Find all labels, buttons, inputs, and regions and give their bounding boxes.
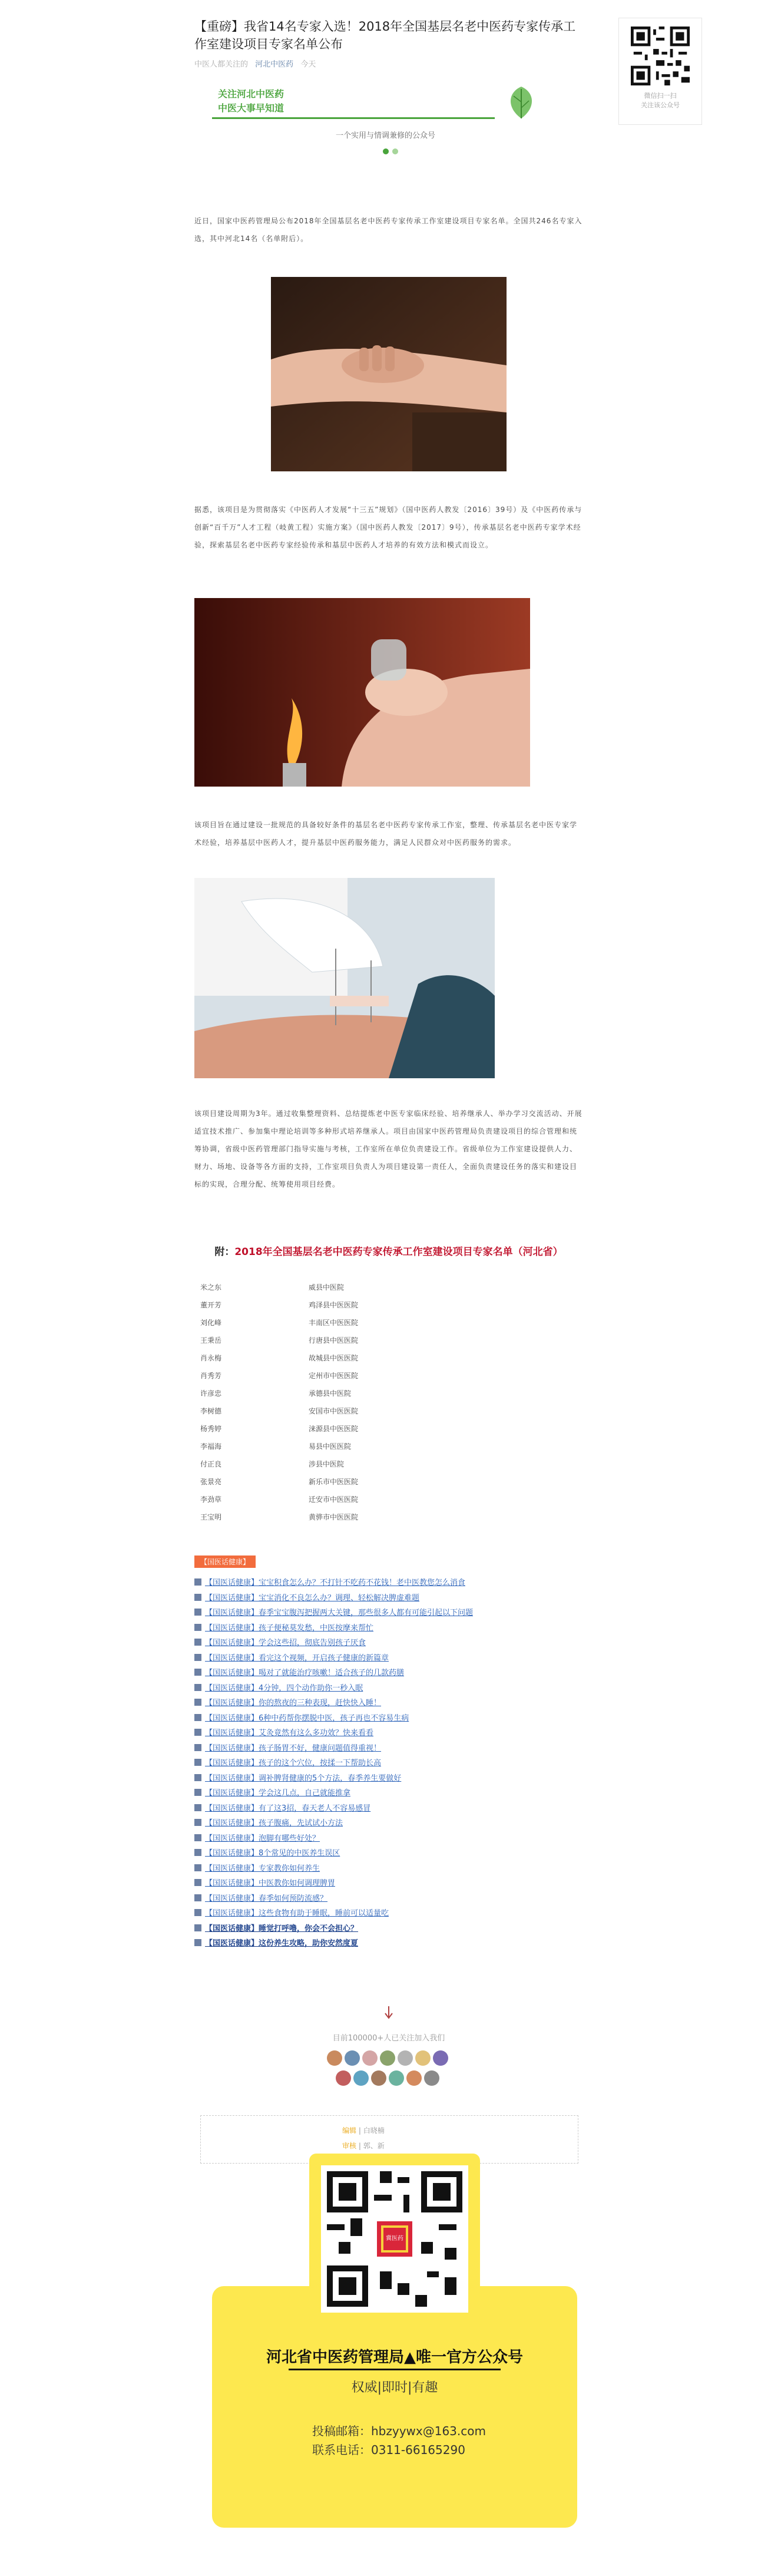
related-link-item[interactable] — [194, 1786, 350, 1801]
footer-badge: 冀医药 — [383, 2228, 406, 2250]
expert-name: 李福海 — [200, 1442, 222, 1451]
expert-hospital: 安国市中医医院 — [309, 1407, 359, 1415]
link-bullet-icon — [194, 1639, 201, 1646]
footer-title: 河北省中医药管理局▲唯一官方公众号 — [266, 2349, 523, 2366]
link-bullet-icon — [194, 1729, 201, 1736]
appendix-heading — [194, 1243, 583, 1258]
related-link-item[interactable] — [194, 1606, 473, 1620]
related-link-item[interactable] — [194, 1652, 389, 1666]
link-text[interactable]: 【国医话健康】学会这几点，自己就能推拿 — [205, 1789, 351, 1798]
link-text[interactable]: 【国医话健康】专家教你如何养生 — [205, 1864, 320, 1873]
expert-name: 刘化峰 — [200, 1319, 222, 1327]
link-bullet-icon — [194, 1909, 201, 1916]
expert-row — [194, 1279, 501, 1296]
link-text[interactable]: 【国医话健康】有了这3招，春天老人不容易感冒 — [205, 1804, 371, 1813]
related-link-item[interactable] — [194, 1907, 389, 1921]
banner-line-2: 中医大事早知道 — [218, 103, 284, 114]
link-text[interactable]: 【国医话健康】孩子腹痛，先试试小方法 — [205, 1819, 343, 1828]
link-text[interactable]: 【国医话健康】中医教你如何调理脾胃 — [205, 1879, 336, 1888]
tag-label — [194, 1555, 256, 1568]
avatar — [398, 2050, 413, 2066]
link-text[interactable]: 【国医话健康】这些食物有助于睡眠，睡前可以适量吃 — [205, 1909, 389, 1918]
related-link-item[interactable] — [194, 1682, 363, 1696]
expert-hospital: 迁安市中医医院 — [309, 1495, 359, 1504]
expert-name: 李树德 — [200, 1407, 222, 1415]
related-link-item[interactable] — [194, 1756, 381, 1771]
expert-row — [194, 1385, 501, 1402]
expert-row — [194, 1296, 501, 1314]
footer-qr-frame — [309, 2154, 480, 2324]
link-bullet-icon — [194, 1939, 201, 1946]
expert-row — [194, 1367, 501, 1385]
avatar — [336, 2070, 351, 2086]
cupping-therapy-image — [194, 598, 530, 787]
expert-name: 米之东 — [200, 1283, 222, 1292]
link-bullet-icon — [194, 1759, 201, 1766]
expert-row — [194, 1332, 501, 1349]
leaf-icon — [495, 84, 548, 121]
related-link-item[interactable] — [194, 1832, 320, 1846]
expert-hospital: 承德县中医院 — [309, 1389, 352, 1398]
side-qr-caption-2: 关注该公众号 — [641, 101, 680, 109]
footer-card — [212, 2235, 577, 2528]
article-title: 【重磅】我省14名专家入选！2018年全国基层名老中医药专家传承工作室建设项目专家名单公布 — [194, 19, 576, 51]
editor-label: 编辑 — [342, 2126, 357, 2135]
avatar — [433, 2050, 448, 2066]
dot-indicator — [392, 148, 398, 154]
expert-hospital: 易县中医医院 — [309, 1442, 352, 1451]
expert-name: 王秉岳 — [200, 1336, 222, 1345]
banner-divider — [212, 117, 495, 119]
down-arrow-icon — [384, 2006, 393, 2020]
related-link-item[interactable] — [194, 1712, 409, 1726]
related-link-item[interactable] — [194, 1696, 381, 1710]
review-line: 审核 | 郭、新 — [342, 2142, 385, 2150]
related-link-item[interactable] — [194, 1591, 419, 1606]
article-meta — [194, 58, 583, 69]
expert-row — [194, 1455, 501, 1473]
avatar — [345, 2050, 360, 2066]
expert-name: 董开芳 — [200, 1301, 222, 1309]
appendix-prefix: 附： — [214, 1246, 235, 1258]
category-tag: 【国医话健康】 — [194, 1555, 256, 1568]
link-text[interactable]: 【国医话健康】喝对了就能治疗咳嗽！适合孩子的几款药膳 — [205, 1669, 405, 1677]
avatar — [362, 2050, 378, 2066]
avatar — [327, 2050, 342, 2066]
avatar — [415, 2050, 431, 2066]
review-label: 审核 — [342, 2142, 357, 2150]
related-link-item[interactable] — [194, 1726, 373, 1741]
link-bullet-icon — [194, 1789, 201, 1796]
link-text[interactable]: 【国医话健康】艾灸竟然有这么多功效？快来看看 — [205, 1729, 374, 1738]
expert-name: 王宝明 — [200, 1513, 222, 1521]
link-text[interactable]: 【国医话健康】6种中药帮你摆脱中医，孩子再也不容易生病 — [205, 1713, 409, 1723]
link-bullet-icon — [194, 1578, 201, 1586]
qr-code-icon — [631, 27, 690, 85]
expert-hospital: 定州市中医医院 — [309, 1372, 359, 1380]
link-text[interactable]: 【国医话健康】宝宝积食怎么办？不打针不吃药不花钱！老中医教您怎么消食 — [205, 1578, 466, 1587]
banner-subtitle: 一个实用与情调兼修的公众号 — [336, 131, 436, 140]
expert-row — [194, 1491, 501, 1508]
expert-name: 付正良 — [200, 1460, 222, 1468]
link-bullet-icon — [194, 1849, 201, 1856]
editor-line: 编辑 | 白晓楠 — [342, 2126, 385, 2135]
footer-phone-line — [312, 2440, 465, 2458]
footer-email-line — [312, 2422, 486, 2439]
related-link-item[interactable] — [194, 1922, 358, 1936]
avatar — [389, 2070, 404, 2086]
follow-count-text: 目前100000+人已关注加入我们 — [332, 2034, 445, 2043]
expert-name: 肖秀芳 — [200, 1372, 222, 1380]
expert-name: 肖永梅 — [200, 1354, 222, 1362]
expert-hospital: 新乐市中医医院 — [309, 1478, 359, 1486]
link-text[interactable]: 【国医话健康】孩子肠胃不好，健康问题值得重视！ — [205, 1743, 382, 1753]
link-bullet-icon — [194, 1774, 201, 1781]
expert-hospital: 涞源县中医医院 — [309, 1425, 359, 1433]
review-value: 郭、新 — [363, 2142, 385, 2150]
follow-banner — [194, 80, 583, 168]
expert-name: 杨秀婷 — [200, 1425, 222, 1433]
banner-line-1: 关注河北中医药 — [218, 88, 284, 100]
article — [194, 18, 583, 2150]
avatar — [406, 2070, 422, 2086]
expert-row — [194, 1508, 501, 1526]
expert-name: 许彦忠 — [200, 1389, 222, 1398]
link-bullet-icon — [194, 1594, 201, 1601]
meta-source: 中医人都关注的 — [194, 60, 249, 69]
paragraph-2: 据悉，该项目是为贯彻落实《中医药人才发展“十三五”规划》（国中医药人教发〔2016〕39号）及《中医药传承与创新“百千万”人才工程（岐黄工程）实施方案》（国中医药人教发〔2017〕9号），传承基层名老中医药专家学术经验，探索基层名老中医药专家经验传承和基层中医药人才培养的有效方法和模式而设立。 — [194, 506, 583, 549]
related-link-item[interactable] — [194, 1666, 404, 1680]
expert-hospital: 行唐县中医医院 — [309, 1336, 359, 1345]
related-links — [194, 1576, 583, 1959]
link-bullet-icon — [194, 1654, 201, 1661]
related-link-item[interactable] — [194, 1862, 320, 1876]
link-text[interactable]: 【国医话健康】看完这个视频，开启孩子健康的新篇章 — [205, 1653, 389, 1663]
editor-value: 白晓楠 — [363, 2126, 385, 2135]
link-bullet-icon — [194, 1699, 201, 1706]
acupuncture-image — [194, 878, 495, 1078]
expert-row — [194, 1438, 501, 1455]
link-bullet-icon — [194, 1819, 201, 1826]
link-text[interactable]: 【国医话健康】春季宝宝腹泻把握两大关键，那些很多人都有可能引起以下问题 — [205, 1609, 474, 1617]
footer-slogan: 权威|即时|有趣 — [351, 2380, 438, 2395]
link-bullet-icon — [194, 1804, 201, 1811]
paragraph-1: 近日，国家中医药管理局公布2018年全国基层名老中医药专家传承工作室建设项目专家名单。全国共246名专家入选，其中河北14名（名单附后）。 — [194, 217, 583, 243]
expert-name: 李劲草 — [200, 1495, 222, 1504]
expert-list — [194, 1279, 583, 1538]
related-link-item[interactable] — [194, 1847, 340, 1861]
expert-hospital: 涉县中医院 — [309, 1460, 345, 1468]
expert-row — [194, 1314, 501, 1332]
expert-hospital: 鸡泽县中医医院 — [309, 1301, 359, 1309]
paragraph-3: 该项目旨在通过建设一批规范的具备较好条件的基层名老中医药专家传承工作室，整理、传承基层名老中医专家学术经验，培养基层中医药人才，提升基层中医药服务能力，满足人民群众对中医药服务的需求。 — [194, 821, 578, 847]
paragraph-4: 该项目建设周期为3年。通过收集整理资料、总结提炼老中医专家临床经验、培养继承人、举办学习交流活动、开展适宜技术推广、参加集中理论培训等多种形式培养继承人。项目由国家中医药管理局负责建设项目的综合管理和统筹协调，省级中医药管理部门指导实施与考核，工作室所在单位负责建设工作。省级单位为工作室建设提供人力、财力、场地、设备等各方面的支持，工作室项目负责人为项目建设第一责任人，全面负责建设任务的落实和建设目标的实现，合理分配、统筹使用项目经费。 — [194, 1109, 583, 1188]
link-bullet-icon — [194, 1834, 201, 1841]
expert-row — [194, 1420, 501, 1438]
link-text[interactable]: 【国医话健康】宝宝消化不良怎么办？调理、轻松解决脾虚难题 — [205, 1593, 420, 1603]
phone-label: 联系电话： — [312, 2443, 371, 2457]
phone-value[interactable]: 0311-66165290 — [371, 2443, 465, 2457]
related-link-item[interactable] — [194, 1802, 370, 1816]
link-bullet-icon — [194, 1924, 201, 1931]
link-text[interactable]: 【国医话健康】你的熬夜的三种表现，赶快快入睡！ — [205, 1699, 382, 1708]
link-text[interactable]: 【国医话健康】春季如何预防流感？ — [205, 1894, 328, 1903]
related-link-item[interactable] — [194, 1621, 373, 1636]
link-text[interactable]: 【国医话健康】4分钟，四个动作助你一秒入眠 — [205, 1683, 363, 1693]
related-link-item[interactable] — [194, 1877, 335, 1891]
related-link-item[interactable] — [194, 1937, 358, 1951]
link-text[interactable]: 【国医话健康】泡脚有哪些好处？ — [205, 1834, 320, 1843]
expert-hospital: 故城县中医医院 — [309, 1354, 359, 1362]
related-link-item[interactable] — [194, 1817, 343, 1831]
related-link-item[interactable] — [194, 1636, 366, 1650]
link-bullet-icon — [194, 1714, 201, 1721]
link-bullet-icon — [194, 1744, 201, 1751]
appendix-title: 2018年全国基层名老中医药专家传承工作室建设项目专家名单（河北省） — [234, 1246, 563, 1258]
expert-hospital: 黄骅市中医医院 — [309, 1513, 359, 1521]
banner-dots — [383, 146, 402, 157]
related-link-item[interactable] — [194, 1892, 327, 1906]
link-text[interactable]: 【国医话健康】这份养生攻略，助你安然度夏 — [205, 1939, 359, 1948]
avatar-group — [327, 2050, 451, 2098]
link-bullet-icon — [194, 1879, 201, 1886]
avatar — [424, 2070, 439, 2086]
link-bullet-icon — [194, 1864, 201, 1871]
link-text[interactable]: 【国医话健康】8个常见的中医养生误区 — [205, 1849, 340, 1858]
email-label: 投稿邮箱： — [312, 2424, 371, 2438]
link-bullet-icon — [194, 1684, 201, 1691]
link-text[interactable]: 【国医话健康】睡觉打呼噜，你会不会担心？ — [205, 1924, 359, 1933]
avatar — [371, 2070, 386, 2086]
footer-divider — [289, 2369, 501, 2370]
avatar — [353, 2070, 369, 2086]
expert-row — [194, 1349, 501, 1367]
meta-account-link[interactable]: 河北中医药 — [255, 60, 294, 69]
link-bullet-icon — [194, 1669, 201, 1676]
related-link-item[interactable] — [194, 1742, 381, 1756]
meta-time: 今天 — [300, 60, 316, 69]
link-bullet-icon — [194, 1609, 201, 1616]
side-qr-panel — [618, 18, 702, 125]
email-value[interactable]: hbzyywx@163.com — [371, 2424, 486, 2438]
avatar — [380, 2050, 395, 2066]
expert-name: 张景亮 — [200, 1478, 222, 1486]
link-bullet-icon — [194, 1894, 201, 1901]
expert-hospital: 威县中医院 — [309, 1283, 345, 1292]
expert-row — [194, 1402, 501, 1420]
expert-row — [194, 1473, 501, 1491]
side-qr-caption-1: 微信扫一扫 — [644, 92, 677, 100]
pulse-diagnosis-image — [271, 277, 507, 471]
related-link-item[interactable] — [194, 1772, 401, 1786]
link-text[interactable]: 【国医话健康】学会这些招，彻底告别孩子厌食 — [205, 1639, 366, 1647]
related-link-item[interactable] — [194, 1576, 465, 1590]
link-text[interactable]: 【国医话健康】孩子的这个穴位，按揉一下帮助长高 — [205, 1759, 382, 1768]
expert-hospital: 丰南区中医医院 — [309, 1319, 359, 1327]
dot-indicator — [383, 148, 389, 154]
link-text[interactable]: 【国医话健康】孩子便秘莫发愁，中医按摩来帮忙 — [205, 1623, 374, 1633]
link-text[interactable]: 【国医话健康】调补脾肾健康的5个方法，春季养生要做好 — [205, 1774, 402, 1783]
link-bullet-icon — [194, 1624, 201, 1631]
